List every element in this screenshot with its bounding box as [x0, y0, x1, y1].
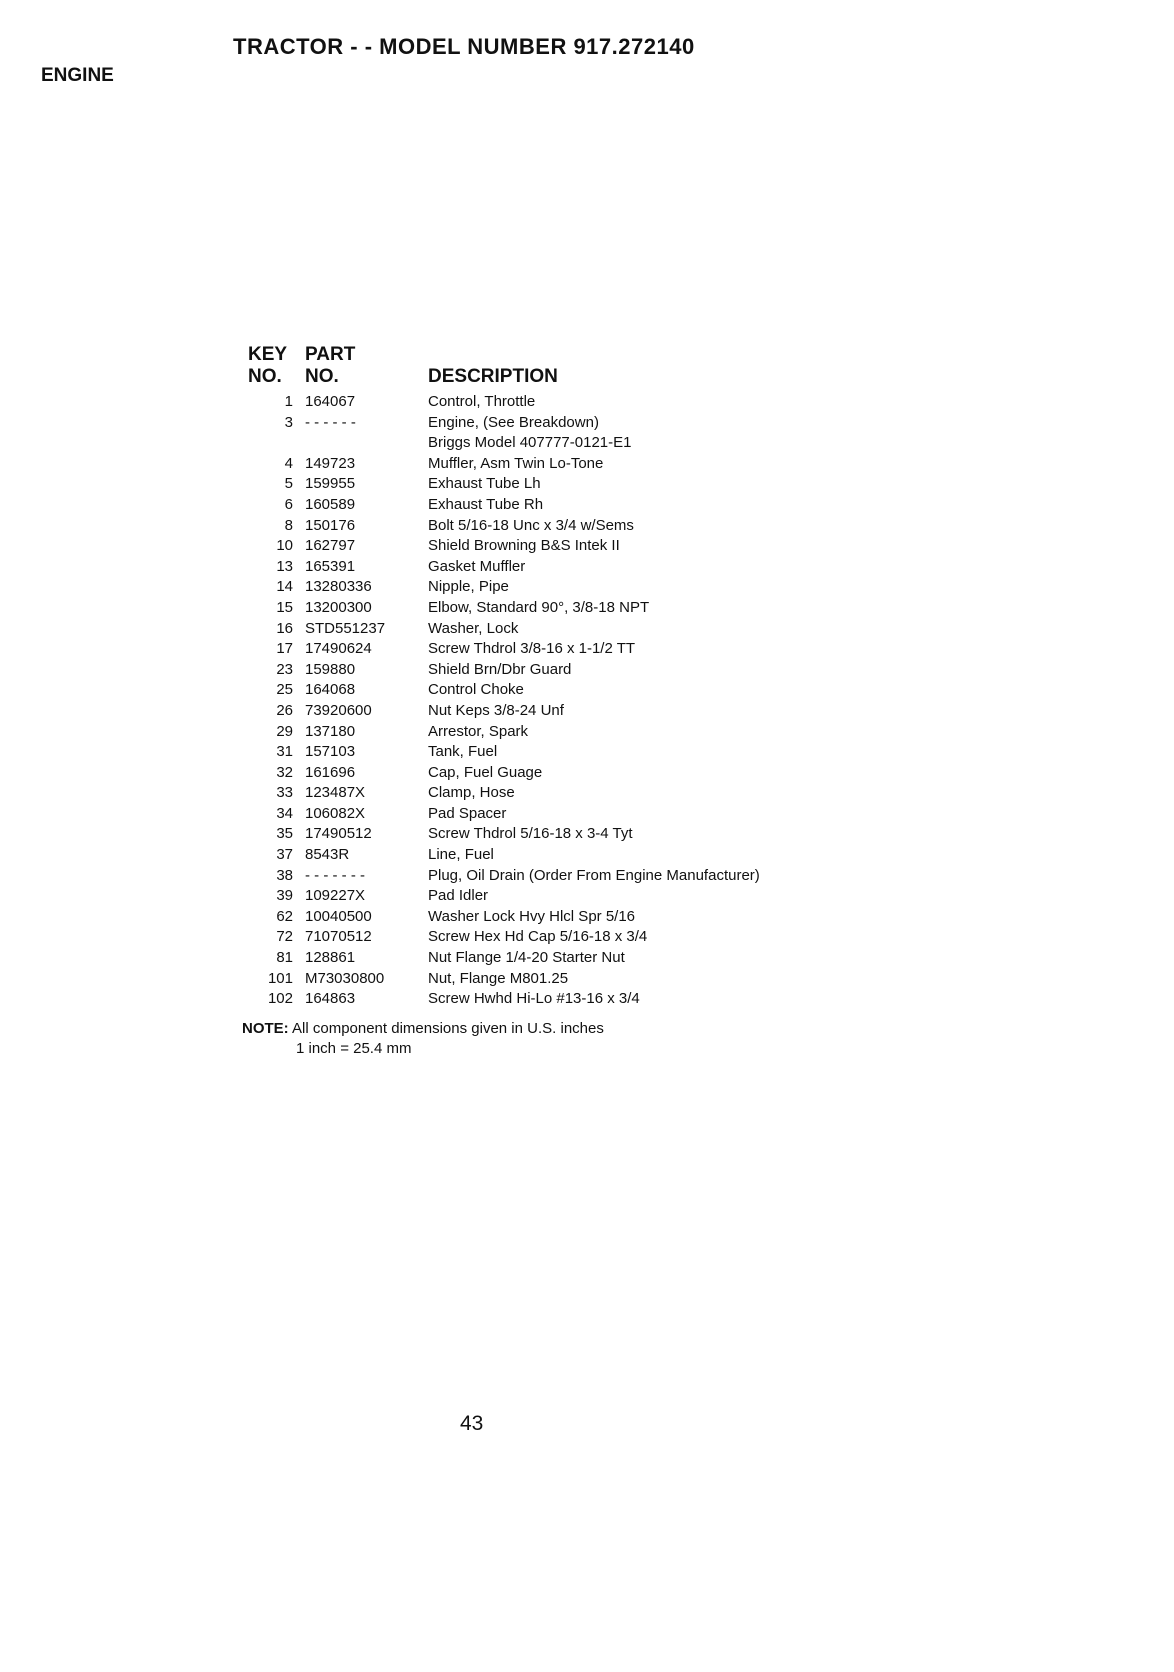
- table-row: [236, 598, 836, 619]
- table-row: [236, 495, 836, 516]
- description-cell: Control, Throttle: [428, 393, 536, 410]
- table-row: [236, 433, 836, 454]
- note: [242, 1020, 604, 1037]
- table-row: [236, 454, 836, 475]
- key-no-cell: 4: [284, 454, 293, 472]
- key-no-cell: 39: [276, 887, 293, 905]
- key-no-cell: 102: [267, 990, 293, 1008]
- description-cell: Exhaust Tube Rh: [428, 495, 544, 513]
- key-no-cell: 29: [276, 722, 293, 740]
- part-no-cell: 123487X: [305, 784, 366, 802]
- description-cell: Pad Spacer: [428, 804, 507, 822]
- key-no-cell: 72: [276, 928, 293, 946]
- part-no-cell: 73920600: [305, 701, 372, 719]
- description-cell: Nipple, Pipe: [428, 578, 509, 596]
- description-cell: Screw Thdrol 5/16-18 x 3-4 Tyt: [428, 825, 633, 843]
- description-cell: Exhaust Tube Lh: [428, 475, 541, 493]
- description-cell: Screw Thdrol 3/8-16 x 1-1/2 TT: [428, 640, 636, 658]
- table-row: [236, 969, 836, 990]
- parts-list: [236, 392, 836, 1010]
- col-part-header-line1: PART: [305, 344, 356, 365]
- table-row: [236, 824, 836, 845]
- col-description-header: DESCRIPTION: [428, 366, 558, 387]
- description-cell: Washer Lock Hvy Hlcl Spr 5/16: [428, 907, 636, 925]
- part-no-cell: 8543R: [305, 846, 350, 864]
- part-no-cell: 137180: [305, 722, 356, 740]
- table-row: [236, 619, 836, 640]
- table-row: [236, 742, 836, 763]
- part-no-cell: 17490624: [305, 640, 372, 658]
- key-no-cell: 16: [276, 619, 293, 637]
- key-no-cell: 13: [276, 557, 293, 575]
- key-no-cell: 10: [276, 537, 293, 555]
- part-no-cell: - - - - - -: [305, 413, 356, 431]
- part-no-cell: 10040500: [305, 907, 372, 925]
- table-row: [236, 474, 836, 495]
- part-no-cell: 109227X: [305, 887, 366, 905]
- note-text: All component dimensions given in U.S. inches: [292, 1020, 604, 1037]
- part-no-cell: M73030800: [305, 969, 385, 987]
- key-no-cell: 25: [276, 681, 293, 699]
- table-row: [236, 536, 836, 557]
- page-title: TRACTOR - - MODEL NUMBER 917.272140: [233, 34, 695, 59]
- table-row: [236, 516, 836, 537]
- part-no-cell: - - - - - - -: [305, 866, 365, 884]
- part-no-cell: 161696: [305, 763, 356, 781]
- part-no-cell: 160589: [305, 495, 356, 513]
- description-cell: Control Choke: [428, 681, 524, 699]
- table-row: [236, 392, 836, 413]
- key-no-cell: 34: [276, 804, 293, 822]
- part-no-cell: 13280336: [305, 578, 372, 596]
- key-no-cell: 23: [276, 660, 293, 678]
- part-no-cell: 106082X: [305, 804, 366, 822]
- key-no-cell: 26: [276, 701, 293, 719]
- table-row: [236, 927, 836, 948]
- table-row: [236, 722, 836, 743]
- description-cell: Elbow, Standard 90°, 3/8-18 NPT: [428, 598, 650, 616]
- page-number: 43: [460, 1412, 484, 1435]
- key-no-cell: 37: [276, 846, 293, 864]
- description-cell: Briggs Model 407777-0121-E1: [428, 434, 632, 452]
- key-no-cell: 15: [276, 598, 293, 616]
- description-cell: Bolt 5/16-18 Unc x 3/4 w/Sems: [428, 516, 634, 534]
- col-key-header-line1: KEY: [248, 344, 288, 365]
- col-key-header-line2: NO.: [248, 366, 282, 387]
- key-no-cell: 35: [276, 825, 293, 843]
- table-row: [236, 413, 836, 434]
- table-row: [236, 907, 836, 928]
- description-cell: Pad Idler: [428, 887, 489, 905]
- key-no-cell: 81: [276, 949, 293, 967]
- col-part-header-line2: NO.: [305, 366, 339, 387]
- key-no-cell: 31: [276, 743, 293, 761]
- table-row: [236, 639, 836, 660]
- note-label: NOTE:: [242, 1020, 289, 1037]
- description-cell: Shield Brn/Dbr Guard: [428, 660, 572, 678]
- table-row: [236, 866, 836, 887]
- part-no-cell: 164863: [305, 990, 356, 1008]
- table-row: [236, 763, 836, 784]
- key-no-cell: 101: [267, 969, 293, 987]
- part-no-cell: 159880: [305, 660, 356, 678]
- description-cell: Nut Flange 1/4-20 Starter Nut: [428, 949, 625, 967]
- part-no-cell: 17490512: [305, 825, 372, 843]
- part-no-cell: 157103: [305, 743, 356, 761]
- description-cell: Arrestor, Spark: [428, 722, 529, 740]
- table-row: [236, 680, 836, 701]
- table-row: [236, 845, 836, 866]
- section-title: ENGINE: [41, 65, 114, 86]
- key-no-cell: 1: [284, 393, 293, 410]
- description-cell: Cap, Fuel Guage: [428, 763, 543, 781]
- part-no-cell: 13200300: [305, 598, 372, 616]
- table-row: [236, 701, 836, 722]
- part-no-cell: 165391: [305, 557, 356, 575]
- part-no-cell: 150176: [305, 516, 356, 534]
- description-cell: Nut Keps 3/8-24 Unf: [428, 701, 564, 719]
- part-no-cell: 149723: [305, 454, 356, 472]
- key-no-cell: 6: [284, 495, 293, 513]
- part-no-cell: 128861: [305, 949, 356, 967]
- key-no-cell: 33: [276, 784, 293, 802]
- description-cell: Clamp, Hose: [428, 784, 515, 802]
- description-cell: Nut, Flange M801.25: [428, 969, 569, 987]
- table-row: [236, 804, 836, 825]
- part-no-cell: STD551237: [305, 619, 386, 637]
- description-cell: Screw Hwhd Hi-Lo #13-16 x 3/4: [428, 990, 640, 1008]
- table-row: [236, 886, 836, 907]
- description-cell: Engine, (See Breakdown): [428, 413, 599, 431]
- key-no-cell: 17: [276, 640, 293, 658]
- description-cell: Washer, Lock: [428, 619, 519, 637]
- description-cell: Plug, Oil Drain (Order From Engine Manufacturer): [428, 866, 760, 884]
- description-cell: Shield Browning B&S Intek II: [428, 537, 620, 555]
- table-row: [236, 948, 836, 969]
- description-cell: Muffler, Asm Twin Lo-Tone: [428, 454, 604, 472]
- key-no-cell: 3: [284, 413, 293, 431]
- table-row: [236, 783, 836, 804]
- part-no-cell: 164067: [305, 393, 356, 410]
- key-no-cell: 32: [276, 763, 293, 781]
- part-no-cell: 162797: [305, 537, 356, 555]
- key-no-cell: 5: [284, 475, 293, 493]
- note-conversion: 1 inch = 25.4 mm: [296, 1040, 412, 1057]
- part-no-cell: 159955: [305, 475, 356, 493]
- table-row: [236, 577, 836, 598]
- key-no-cell: 62: [276, 907, 293, 925]
- description-cell: Line, Fuel: [428, 846, 494, 864]
- part-no-cell: 71070512: [305, 928, 372, 946]
- table-row: [236, 557, 836, 578]
- description-cell: Gasket Muffler: [428, 557, 526, 575]
- key-no-cell: 14: [276, 578, 293, 596]
- description-cell: Tank, Fuel: [428, 743, 498, 761]
- table-row: [236, 660, 836, 681]
- part-no-cell: 164068: [305, 681, 356, 699]
- description-cell: Screw Hex Hd Cap 5/16-18 x 3/4: [428, 928, 648, 946]
- table-row: [236, 989, 836, 1010]
- key-no-cell: 38: [276, 866, 293, 884]
- key-no-cell: 8: [284, 516, 293, 534]
